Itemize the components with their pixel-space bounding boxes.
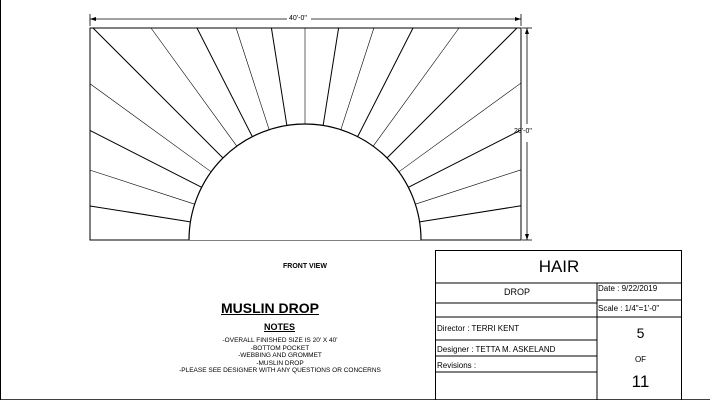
notes-heading: NOTES (264, 322, 296, 332)
sunburst-ray (387, 28, 517, 158)
sunburst-ray (420, 206, 521, 222)
revisions-field: Revisions : (437, 361, 477, 370)
height-dimension-label: 20'-0" (514, 128, 532, 135)
view-label: FRONT VIEW (283, 263, 327, 270)
sheet-total: 11 (631, 372, 650, 391)
sunburst-ray (408, 130, 521, 187)
sunburst-ray (323, 28, 338, 125)
sheet-of-label: OF (634, 355, 647, 364)
director-field: Director : TERRI KENT (437, 324, 520, 333)
sunrise-semicircle (189, 124, 421, 240)
drop-title: MUSLIN DROP (221, 300, 319, 316)
note-item: -BOTTOM POCKET (250, 344, 310, 352)
notes-list (150, 337, 410, 375)
note-item: -OVERALL FINISHED SIZE IS 20' X 40' (222, 337, 338, 344)
designer-field: Designer : TETTA M. ASKELAND (437, 345, 556, 354)
sunburst-ray (197, 28, 252, 137)
scale-field: Scale : 1/4"=1'-0" (598, 304, 660, 313)
title-block (435, 250, 682, 400)
sunburst-ray (90, 130, 202, 187)
note-item: -PLEASE SEE DESIGNER WITH ANY QUESTIONS OR CONCERNS (179, 367, 381, 375)
width-dimension-label: 40'-0" (289, 15, 307, 22)
sheet-number: 5 (636, 325, 645, 341)
show-title: HAIR (538, 257, 580, 276)
note-item: -WEBBING AND GROMMET (238, 352, 322, 360)
date-field: Date : 9/22/2019 (598, 284, 658, 293)
sunburst-ray (90, 206, 190, 222)
sunburst-ray (415, 170, 521, 204)
sunburst-ray (93, 28, 223, 158)
note-item: -MUSLIN DROP (256, 359, 304, 367)
drop-name: DROP (503, 287, 530, 297)
sunburst-ray (358, 28, 413, 137)
sunburst-ray (271, 28, 286, 125)
